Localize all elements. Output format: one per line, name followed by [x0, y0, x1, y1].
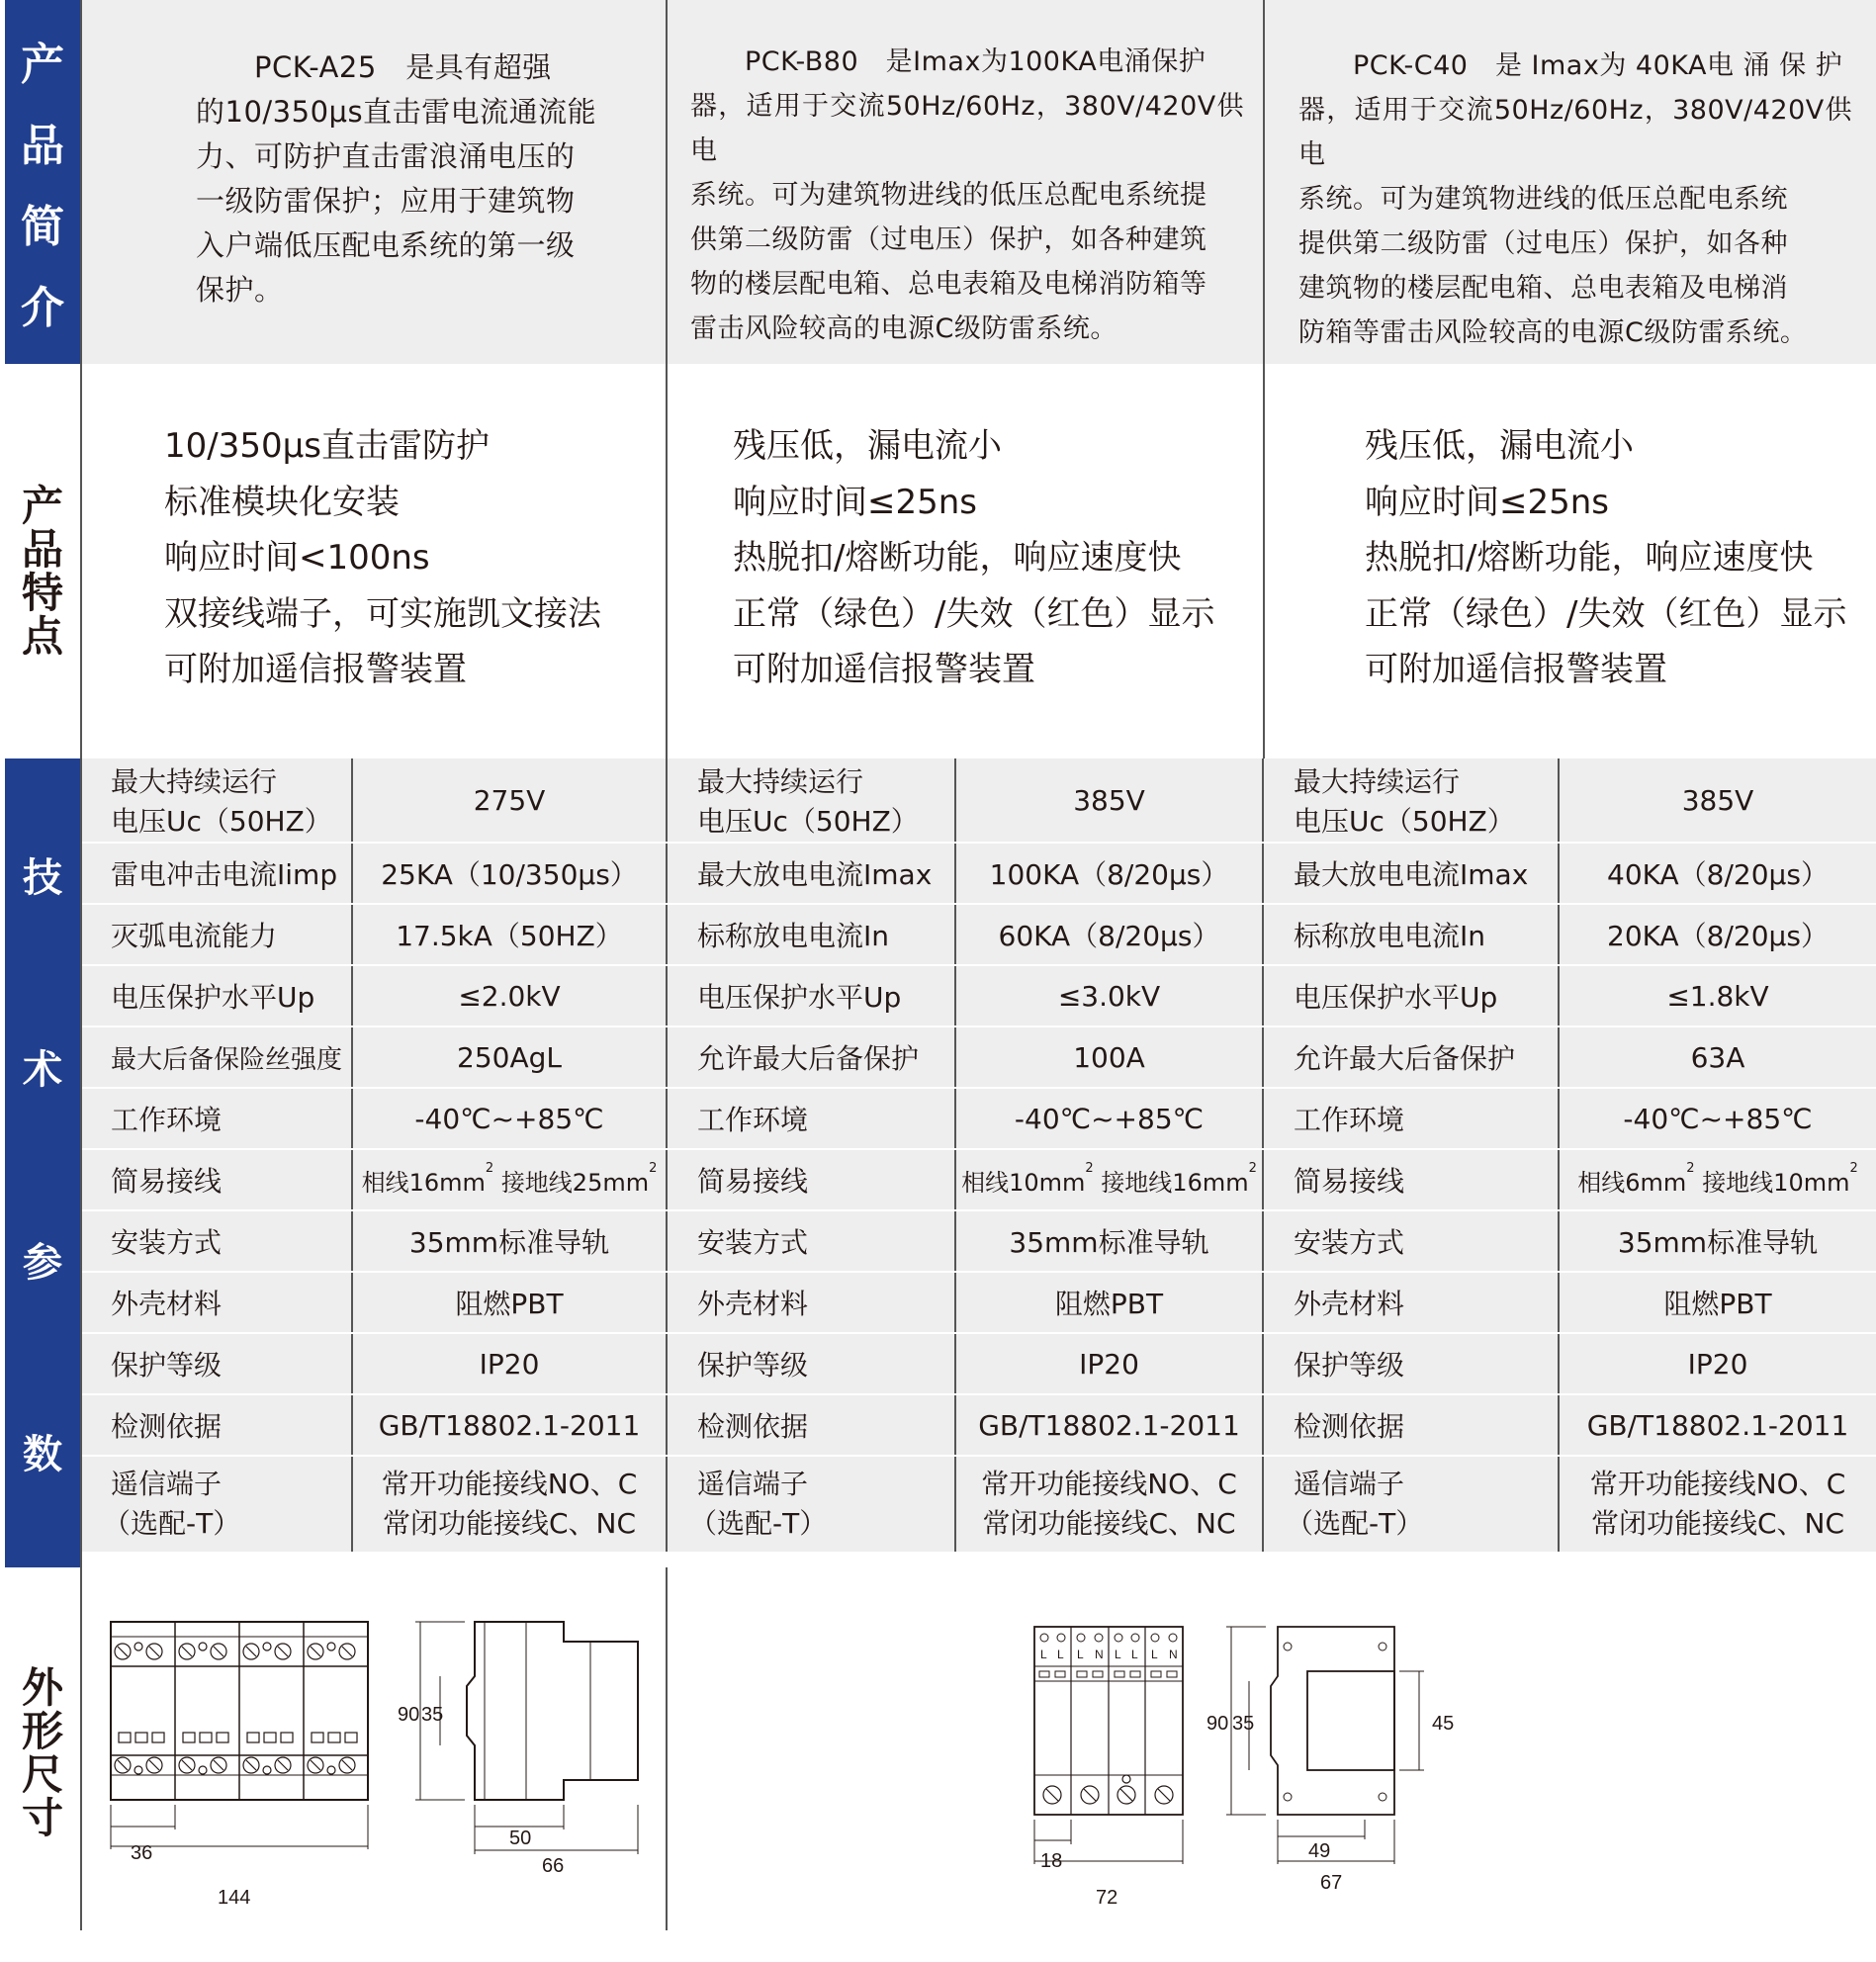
spec-row — [81, 1026, 1876, 1088]
intro-line: 供第二级防雷（过电压）保护，如各种建筑 — [690, 224, 1207, 255]
sup-2: 2 — [1248, 1160, 1257, 1176]
spec-row — [81, 758, 1876, 843]
feature-item: 双接线端子，可实施凯文接法 — [164, 593, 601, 634]
intro-line: 系统。可为建筑物进线的低压总配电系统提 — [690, 180, 1207, 211]
spec-label: 检测依据 — [1263, 1394, 1559, 1456]
spec-label — [667, 1456, 955, 1553]
spec-value: IP20 — [955, 1333, 1263, 1394]
c40-dim-side-inner: 49 — [1308, 1840, 1331, 1862]
section-features-char: 产 — [21, 482, 63, 530]
spec-label: 电压保护水平Up — [81, 965, 352, 1026]
terminal-label: L — [1040, 1648, 1047, 1661]
spec-value: GB/T18802.1-2011 — [955, 1394, 1263, 1456]
c40-side-view — [1226, 1627, 1424, 1864]
feature-item: 热脱扣/熔断功能，响应速度快 — [733, 538, 1182, 578]
spec-row — [81, 1088, 1876, 1149]
intro-line: 力、可防护直击雷浪涌电压的 — [196, 139, 576, 173]
spec-label-line: （选配-T） — [1286, 1507, 1424, 1540]
feature-item: 10/350μs直击雷防护 — [164, 426, 490, 466]
wire-phase: 相线6mm — [1577, 1168, 1687, 1197]
spec-label — [1263, 758, 1559, 843]
spec-label: 工作环境 — [1263, 1088, 1559, 1149]
spec-label: 电压保护水平Up — [667, 965, 955, 1026]
spec-label-line: 电压Uc（50HZ） — [111, 805, 332, 838]
spec-label: 最大放电电流Imax — [1263, 843, 1559, 904]
spec-value — [955, 1456, 1263, 1553]
spec-value: 275V — [352, 758, 667, 843]
section-specs — [5, 758, 80, 1567]
spec-value-line: 常开功能接线NO、C — [981, 1468, 1237, 1500]
c40-front-view — [1034, 1627, 1183, 1864]
spec-row — [81, 843, 1876, 904]
spec-value — [352, 1149, 667, 1210]
spec-label — [81, 1456, 352, 1553]
section-specs-char: 技 — [23, 854, 62, 901]
section-specs-char: 数 — [23, 1432, 62, 1478]
spec-label-line: 最大持续运行 — [111, 765, 278, 798]
wire-ground: 接地线25mm — [500, 1168, 650, 1197]
section-specs-char: 术 — [23, 1047, 62, 1094]
a25-dim-side-inner: 50 — [509, 1828, 532, 1849]
intro-line: 提供第二级防雷（过电压）保护，如各种 — [1298, 228, 1788, 259]
spec-label: 检测依据 — [667, 1394, 955, 1456]
spec-row — [81, 1272, 1876, 1333]
feature-item: 可附加遥信报警装置 — [1365, 650, 1667, 689]
spec-value: 250AgL — [352, 1026, 667, 1088]
intro-line: 保护。 — [196, 273, 284, 307]
spec-value: IP20 — [352, 1333, 667, 1394]
features-c40 — [1365, 418, 1846, 698]
spec-label — [1263, 1456, 1559, 1553]
terminal-label: N — [1095, 1648, 1104, 1661]
a25-dim-unit: 36 — [131, 1842, 153, 1864]
c40-dim-side-h: 45 — [1432, 1713, 1455, 1735]
spec-value: ≤3.0kV — [955, 965, 1263, 1026]
section-dims-char: 外 — [21, 1663, 63, 1712]
spec-value: 63A — [1559, 1026, 1876, 1088]
terminal-label: L — [1057, 1648, 1064, 1661]
spec-value: 385V — [1559, 758, 1876, 843]
divider-dims — [666, 1567, 668, 1930]
spec-value: 35mm标准导轨 — [352, 1210, 667, 1272]
spec-value: 40KA（8/20μs） — [1559, 843, 1876, 904]
spec-label: 安装方式 — [81, 1210, 352, 1272]
spec-label: 保护等级 — [667, 1333, 955, 1394]
intro-line: 系统。可为建筑物进线的低压总配电系统 — [1298, 184, 1788, 215]
spec-label: 外壳材料 — [1263, 1272, 1559, 1333]
spec-row — [81, 1394, 1876, 1456]
intro-line: PCK-A25 是具有超强 — [196, 50, 552, 84]
spec-value: 100KA（8/20μs） — [955, 843, 1263, 904]
feature-item: 残压低，漏电流小 — [1365, 426, 1634, 466]
intro-line: PCK-B80 是Imax为100KA电涌保护 — [690, 46, 1206, 77]
feature-item: 正常（绿色）/失效（红色）显示 — [1365, 593, 1847, 634]
spec-value: 20KA（8/20μs） — [1559, 904, 1876, 965]
spec-label: 允许最大后备保护 — [667, 1026, 955, 1088]
spec-value: ≤2.0kV — [352, 965, 667, 1026]
spec-value — [1559, 1149, 1876, 1210]
features-b80 — [733, 418, 1214, 698]
spec-label: 检测依据 — [81, 1394, 352, 1456]
wire-ground: 接地线16mm — [1101, 1168, 1249, 1197]
spec-label: 允许最大后备保护 — [1263, 1026, 1559, 1088]
a25-windows — [119, 1733, 357, 1742]
spec-value: 17.5kA（50HZ） — [352, 904, 667, 965]
spec-value-line: 常开功能接线NO、C — [1589, 1468, 1846, 1500]
intro-line: 的10/350μs直击雷电流通流能 — [196, 95, 597, 129]
intro-line: 物的楼层配电箱、总电表箱及电梯消防箱等 — [690, 269, 1207, 300]
spec-value: ≤1.8kV — [1559, 965, 1876, 1026]
spec-label: 灭弧电流能力 — [81, 904, 352, 965]
spec-value — [352, 1456, 667, 1553]
spec-label: 外壳材料 — [81, 1272, 352, 1333]
spec-value-line: 常开功能接线NO、C — [381, 1468, 638, 1500]
intro-line: 建筑物的楼层配电箱、总电表箱及电梯消 — [1298, 273, 1788, 304]
divider-main — [80, 0, 82, 1930]
sup-2: 2 — [1085, 1160, 1094, 1176]
c40-dim-h-inner: 35 — [1232, 1713, 1255, 1735]
intro-line: 一级防雷保护；应用于建筑物 — [196, 184, 576, 218]
spec-value — [1559, 1456, 1876, 1553]
a25-terminals-bottom — [115, 1757, 355, 1774]
a25-dim-h-outer: 90 — [398, 1704, 420, 1726]
spec-row — [81, 1149, 1876, 1210]
intro-line: 器，适用于交流50Hz/60Hz，380V/420V供电 — [690, 91, 1244, 166]
sup-2: 2 — [1849, 1160, 1858, 1176]
divider-col2 — [666, 0, 668, 758]
feature-item: 热脱扣/熔断功能，响应速度快 — [1365, 538, 1814, 578]
c40-dim-side-outer: 67 — [1320, 1872, 1343, 1894]
intro-line: 防箱等雷击风险较高的电源C级防雷系统。 — [1298, 317, 1808, 348]
c40-dim-unit: 18 — [1040, 1850, 1063, 1872]
spec-value-line: 常闭功能接线C、NC — [382, 1507, 637, 1540]
spec-label — [667, 758, 955, 843]
spec-value: -40℃~+85℃ — [955, 1088, 1263, 1149]
spec-value: 35mm标准导轨 — [1559, 1210, 1876, 1272]
section-intro — [5, 0, 80, 364]
section-features — [5, 482, 80, 663]
a25-terminals-top — [115, 1643, 355, 1659]
spec-value: -40℃~+85℃ — [352, 1088, 667, 1149]
section-features-char: 品 — [21, 525, 63, 574]
a25-front-view — [111, 1622, 368, 1849]
spec-label-line: 电压Uc（50HZ） — [1294, 805, 1515, 838]
spec-value: 60KA（8/20μs） — [955, 904, 1263, 965]
wire-phase: 相线10mm — [961, 1168, 1086, 1197]
terminal-label: L — [1115, 1648, 1121, 1661]
spec-label: 简易接线 — [667, 1149, 955, 1210]
wire-ground: 接地线10mm — [1702, 1168, 1850, 1197]
spec-label: 保护等级 — [1263, 1333, 1559, 1394]
dims-a25-drawing — [99, 1607, 653, 1914]
spec-label: 标称放电电流In — [667, 904, 955, 965]
terminal-label: L — [1131, 1648, 1138, 1661]
spec-label-line: 遥信端子 — [1294, 1468, 1405, 1500]
divider-col3 — [1263, 0, 1265, 758]
section-intro-char: 简 — [21, 202, 64, 252]
feature-item: 正常（绿色）/失效（红色）显示 — [733, 593, 1215, 634]
spec-label: 安装方式 — [667, 1210, 955, 1272]
spec-label-line: 电压Uc（50HZ） — [697, 805, 919, 838]
feature-item: 可附加遥信报警装置 — [164, 650, 467, 689]
spec-label-line: 遥信端子 — [111, 1468, 223, 1500]
spec-row — [81, 1333, 1876, 1394]
spec-label: 电压保护水平Up — [1263, 965, 1559, 1026]
spec-value: 阻燃PBT — [352, 1272, 667, 1333]
terminal-label: L — [1151, 1648, 1158, 1661]
spec-label: 最大放电电流Imax — [667, 843, 955, 904]
sup-2: 2 — [649, 1160, 658, 1176]
spec-value: -40℃~+85℃ — [1559, 1088, 1876, 1149]
section-dims-char: 寸 — [21, 1794, 63, 1842]
spec-label — [81, 758, 352, 843]
section-intro-char: 品 — [21, 121, 64, 171]
spec-value: GB/T18802.1-2011 — [352, 1394, 667, 1456]
section-features-char: 特 — [21, 569, 63, 617]
spec-value: IP20 — [1559, 1333, 1876, 1394]
spec-row — [81, 1210, 1876, 1272]
spec-value — [955, 1149, 1263, 1210]
spec-label: 外壳材料 — [667, 1272, 955, 1333]
feature-item: 响应时间≤25ns — [733, 482, 978, 522]
dims-c40-drawing — [1019, 1617, 1474, 1918]
features-a25 — [164, 418, 601, 698]
spec-label: 雷电冲击电流Iimp — [81, 843, 352, 904]
feature-item: 标准模块化安装 — [164, 482, 400, 522]
intro-line: 入户端低压配电系统的第一级 — [196, 228, 576, 262]
terminal-label: N — [1169, 1648, 1178, 1661]
a25-dim-h-inner: 35 — [421, 1704, 444, 1726]
spec-label: 工作环境 — [667, 1088, 955, 1149]
section-features-char: 点 — [21, 612, 63, 661]
terminal-label: L — [1077, 1648, 1084, 1661]
spec-label-line: 最大持续运行 — [1294, 765, 1461, 798]
sup-2: 2 — [1686, 1160, 1695, 1176]
section-dims-char: 尺 — [21, 1750, 63, 1799]
feature-item: 可附加遥信报警装置 — [733, 650, 1035, 689]
intro-text-a25 — [196, 45, 601, 312]
wire-phase: 相线16mm — [361, 1168, 486, 1197]
spec-value: 100A — [955, 1026, 1263, 1088]
spec-label: 保护等级 — [81, 1333, 352, 1394]
intro-line: 器，适用于交流50Hz/60Hz，380V/420V供电 — [1298, 95, 1852, 170]
spec-value: 阻燃PBT — [955, 1272, 1263, 1333]
sup-2: 2 — [485, 1160, 494, 1176]
spec-row — [81, 1456, 1876, 1553]
feature-item: 残压低，漏电流小 — [733, 426, 1002, 466]
a25-dim-total: 144 — [218, 1887, 251, 1909]
spec-label: 标称放电电流In — [1263, 904, 1559, 965]
spec-value: 阻燃PBT — [1559, 1272, 1876, 1333]
spec-label: 简易接线 — [81, 1149, 352, 1210]
spec-value-line: 常闭功能接线C、NC — [982, 1507, 1236, 1540]
spec-value-line: 常闭功能接线C、NC — [1590, 1507, 1845, 1540]
a25-dim-side-outer: 66 — [542, 1855, 565, 1877]
section-dims-char: 形 — [21, 1707, 63, 1755]
intro-line: 雷击风险较高的电源C级防雷系统。 — [690, 313, 1117, 344]
spec-label: 安装方式 — [1263, 1210, 1559, 1272]
spec-label: 最大后备保险丝强度 — [81, 1026, 352, 1088]
spec-row — [81, 965, 1876, 1026]
section-intro-char: 产 — [21, 40, 64, 90]
section-specs-char: 参 — [23, 1239, 62, 1286]
a25-side-view — [415, 1622, 638, 1854]
spec-value: 35mm标准导轨 — [955, 1210, 1263, 1272]
spec-row — [81, 904, 1876, 965]
spec-label-line: 最大持续运行 — [697, 765, 864, 798]
c40-dim-h-outer: 90 — [1206, 1713, 1229, 1735]
spec-label-line: 遥信端子 — [697, 1468, 809, 1500]
feature-item: 响应时间<100ns — [164, 538, 430, 578]
intro-text-b80 — [690, 40, 1244, 351]
spec-label-line: （选配-T） — [689, 1507, 828, 1540]
feature-item: 响应时间≤25ns — [1365, 482, 1610, 522]
section-dims — [5, 1663, 80, 1844]
spec-label: 简易接线 — [1263, 1149, 1559, 1210]
spec-value: GB/T18802.1-2011 — [1559, 1394, 1876, 1456]
spec-value: 25KA（10/350μs） — [352, 843, 667, 904]
spec-label: 工作环境 — [81, 1088, 352, 1149]
intro-text-c40 — [1298, 44, 1852, 355]
section-intro-char: 介 — [21, 283, 64, 333]
spec-table — [81, 758, 1876, 1554]
intro-line: PCK-C40 是 Imax为 40KA电 涌 保 护 — [1298, 50, 1843, 81]
c40-dim-total: 72 — [1096, 1887, 1118, 1909]
spec-label-line: （选配-T） — [103, 1507, 241, 1540]
spec-value: 385V — [955, 758, 1263, 843]
